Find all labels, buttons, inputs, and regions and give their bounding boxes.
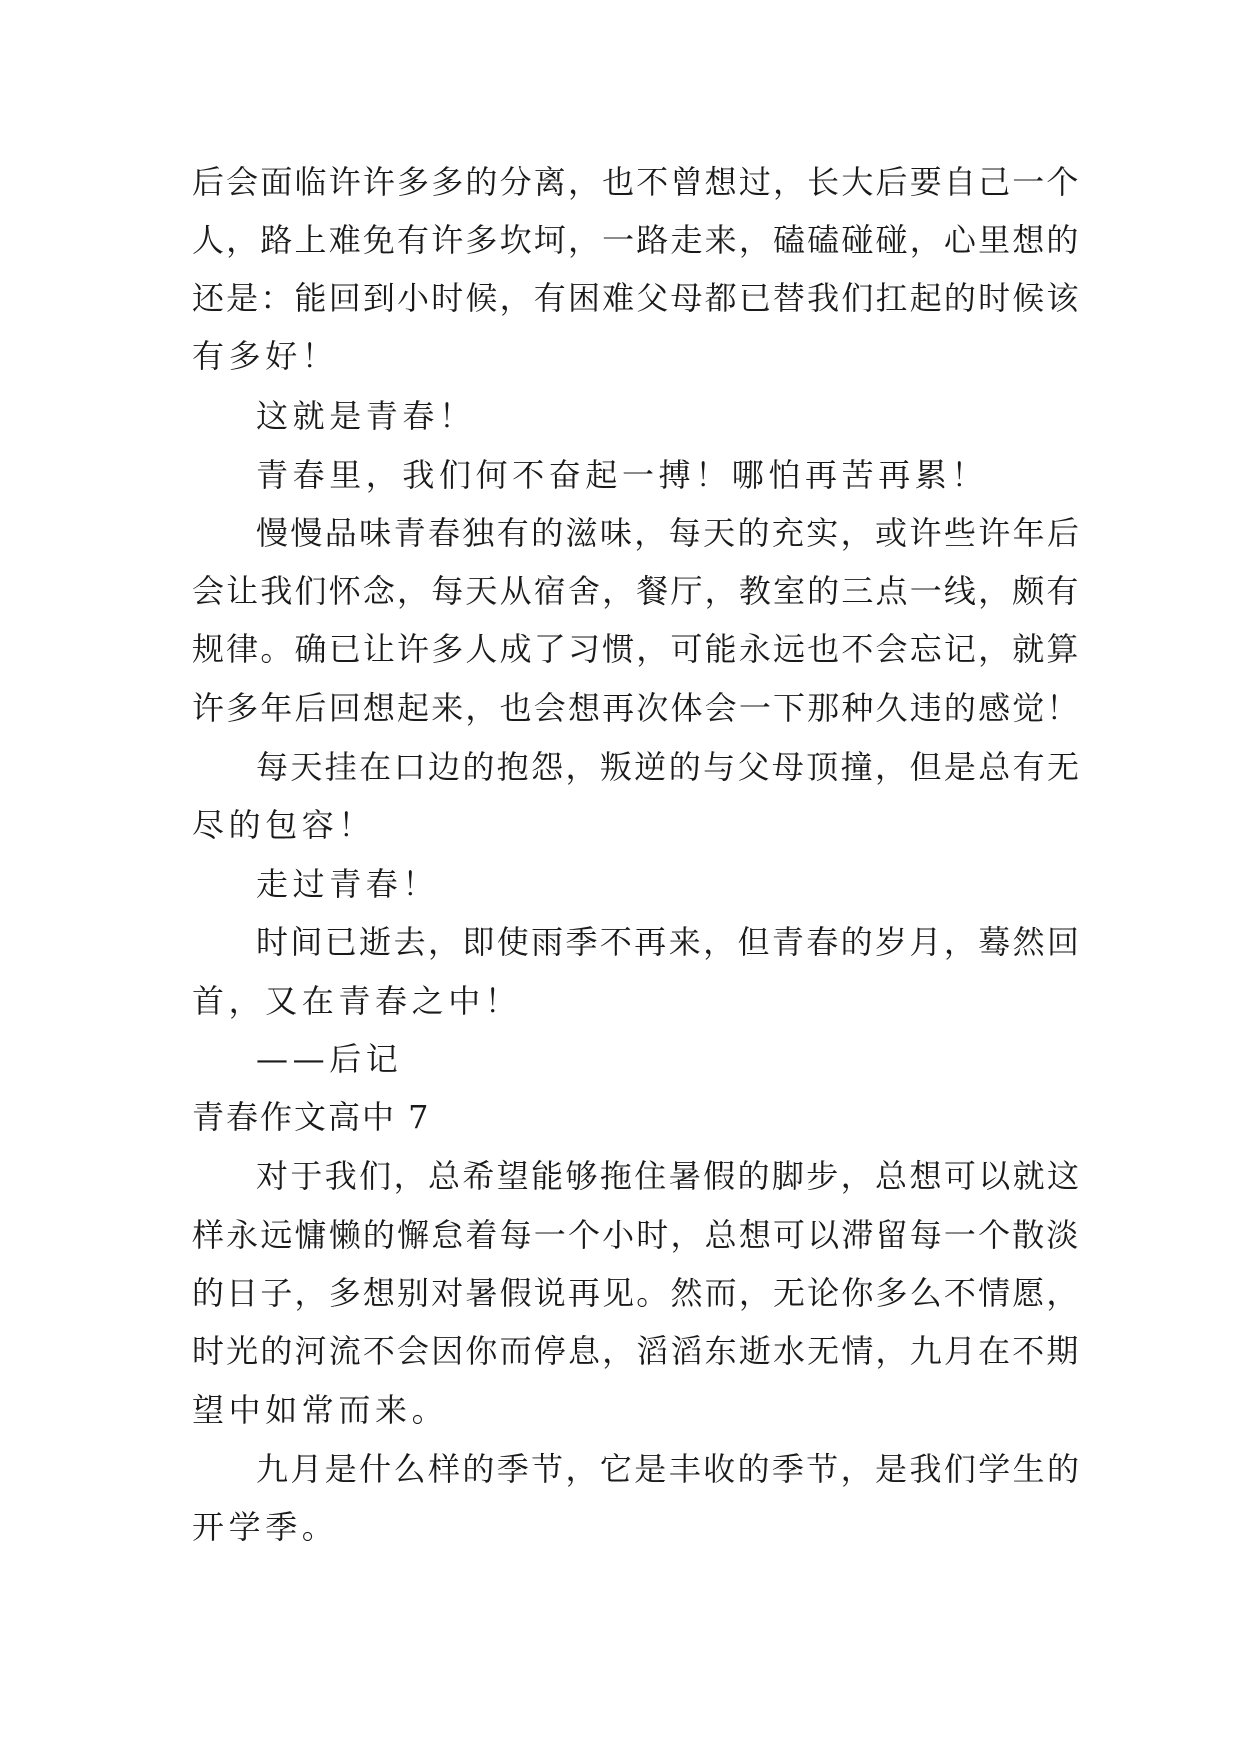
postscript-line: ——后记: [256, 1040, 403, 1078]
paragraph-line: 这就是青春！: [256, 397, 476, 435]
paragraph-line: 对于我们，总希望能够拖住暑假的脚步，总想可以就这: [256, 1157, 1082, 1195]
paragraph-line: 人，路上难免有许多坎坷，一路走来，磕磕碰碰，心里想的: [192, 221, 1081, 259]
section-heading: 青春作文高中 7: [192, 1098, 431, 1136]
paragraph-line: 每天挂在口边的抱怨，叛逆的与父母顶撞，但是总有无: [256, 748, 1082, 786]
paragraph-line: 走过青春！: [256, 865, 440, 903]
paragraph-line: 慢慢品味青春独有的滋味，每天的充实，或许些许年后: [256, 514, 1082, 552]
paragraph-line: 开学季。: [192, 1508, 339, 1546]
paragraph-line: 规律。确已让许多人成了习惯，可能永远也不会忘记，就算: [192, 630, 1081, 668]
paragraph-line: 还是：能回到小时候，有困难父母都已替我们扛起的时候该: [192, 279, 1081, 317]
paragraph-line: 望中如常而来。: [192, 1391, 449, 1429]
paragraph-line: 的日子，多想别对暑假说再见。然而，无论你多么不情愿，: [192, 1274, 1081, 1312]
paragraph-line: 时光的河流不会因你而停息，滔滔东逝水无情，九月在不期: [192, 1332, 1081, 1370]
paragraph-line: 许多年后回想起来，也会想再次体会一下那种久违的感觉！: [192, 689, 1081, 727]
paragraph-line: 样永远慵懒的懈怠着每一个小时，总想可以滞留每一个散淡: [192, 1216, 1081, 1254]
paragraph-line: 有多好！: [192, 337, 339, 375]
paragraph-line: 后会面临许许多多的分离，也不曾想过，长大后要自己一个: [192, 163, 1081, 201]
paragraph-line: 青春里，我们何不奋起一搏！哪怕再苦再累！: [256, 456, 989, 494]
paragraph-line: 九月是什么样的季节，它是丰收的季节，是我们学生的: [256, 1450, 1082, 1488]
paragraph-line: 会让我们怀念，每天从宿舍，餐厅，教室的三点一线，颇有: [192, 572, 1081, 610]
paragraph-line: 尽的包容！: [192, 806, 376, 844]
paragraph-line: 首，又在青春之中！: [192, 982, 522, 1020]
paragraph-line: 时间已逝去，即使雨季不再来，但青春的岁月，蓦然回: [256, 923, 1082, 961]
